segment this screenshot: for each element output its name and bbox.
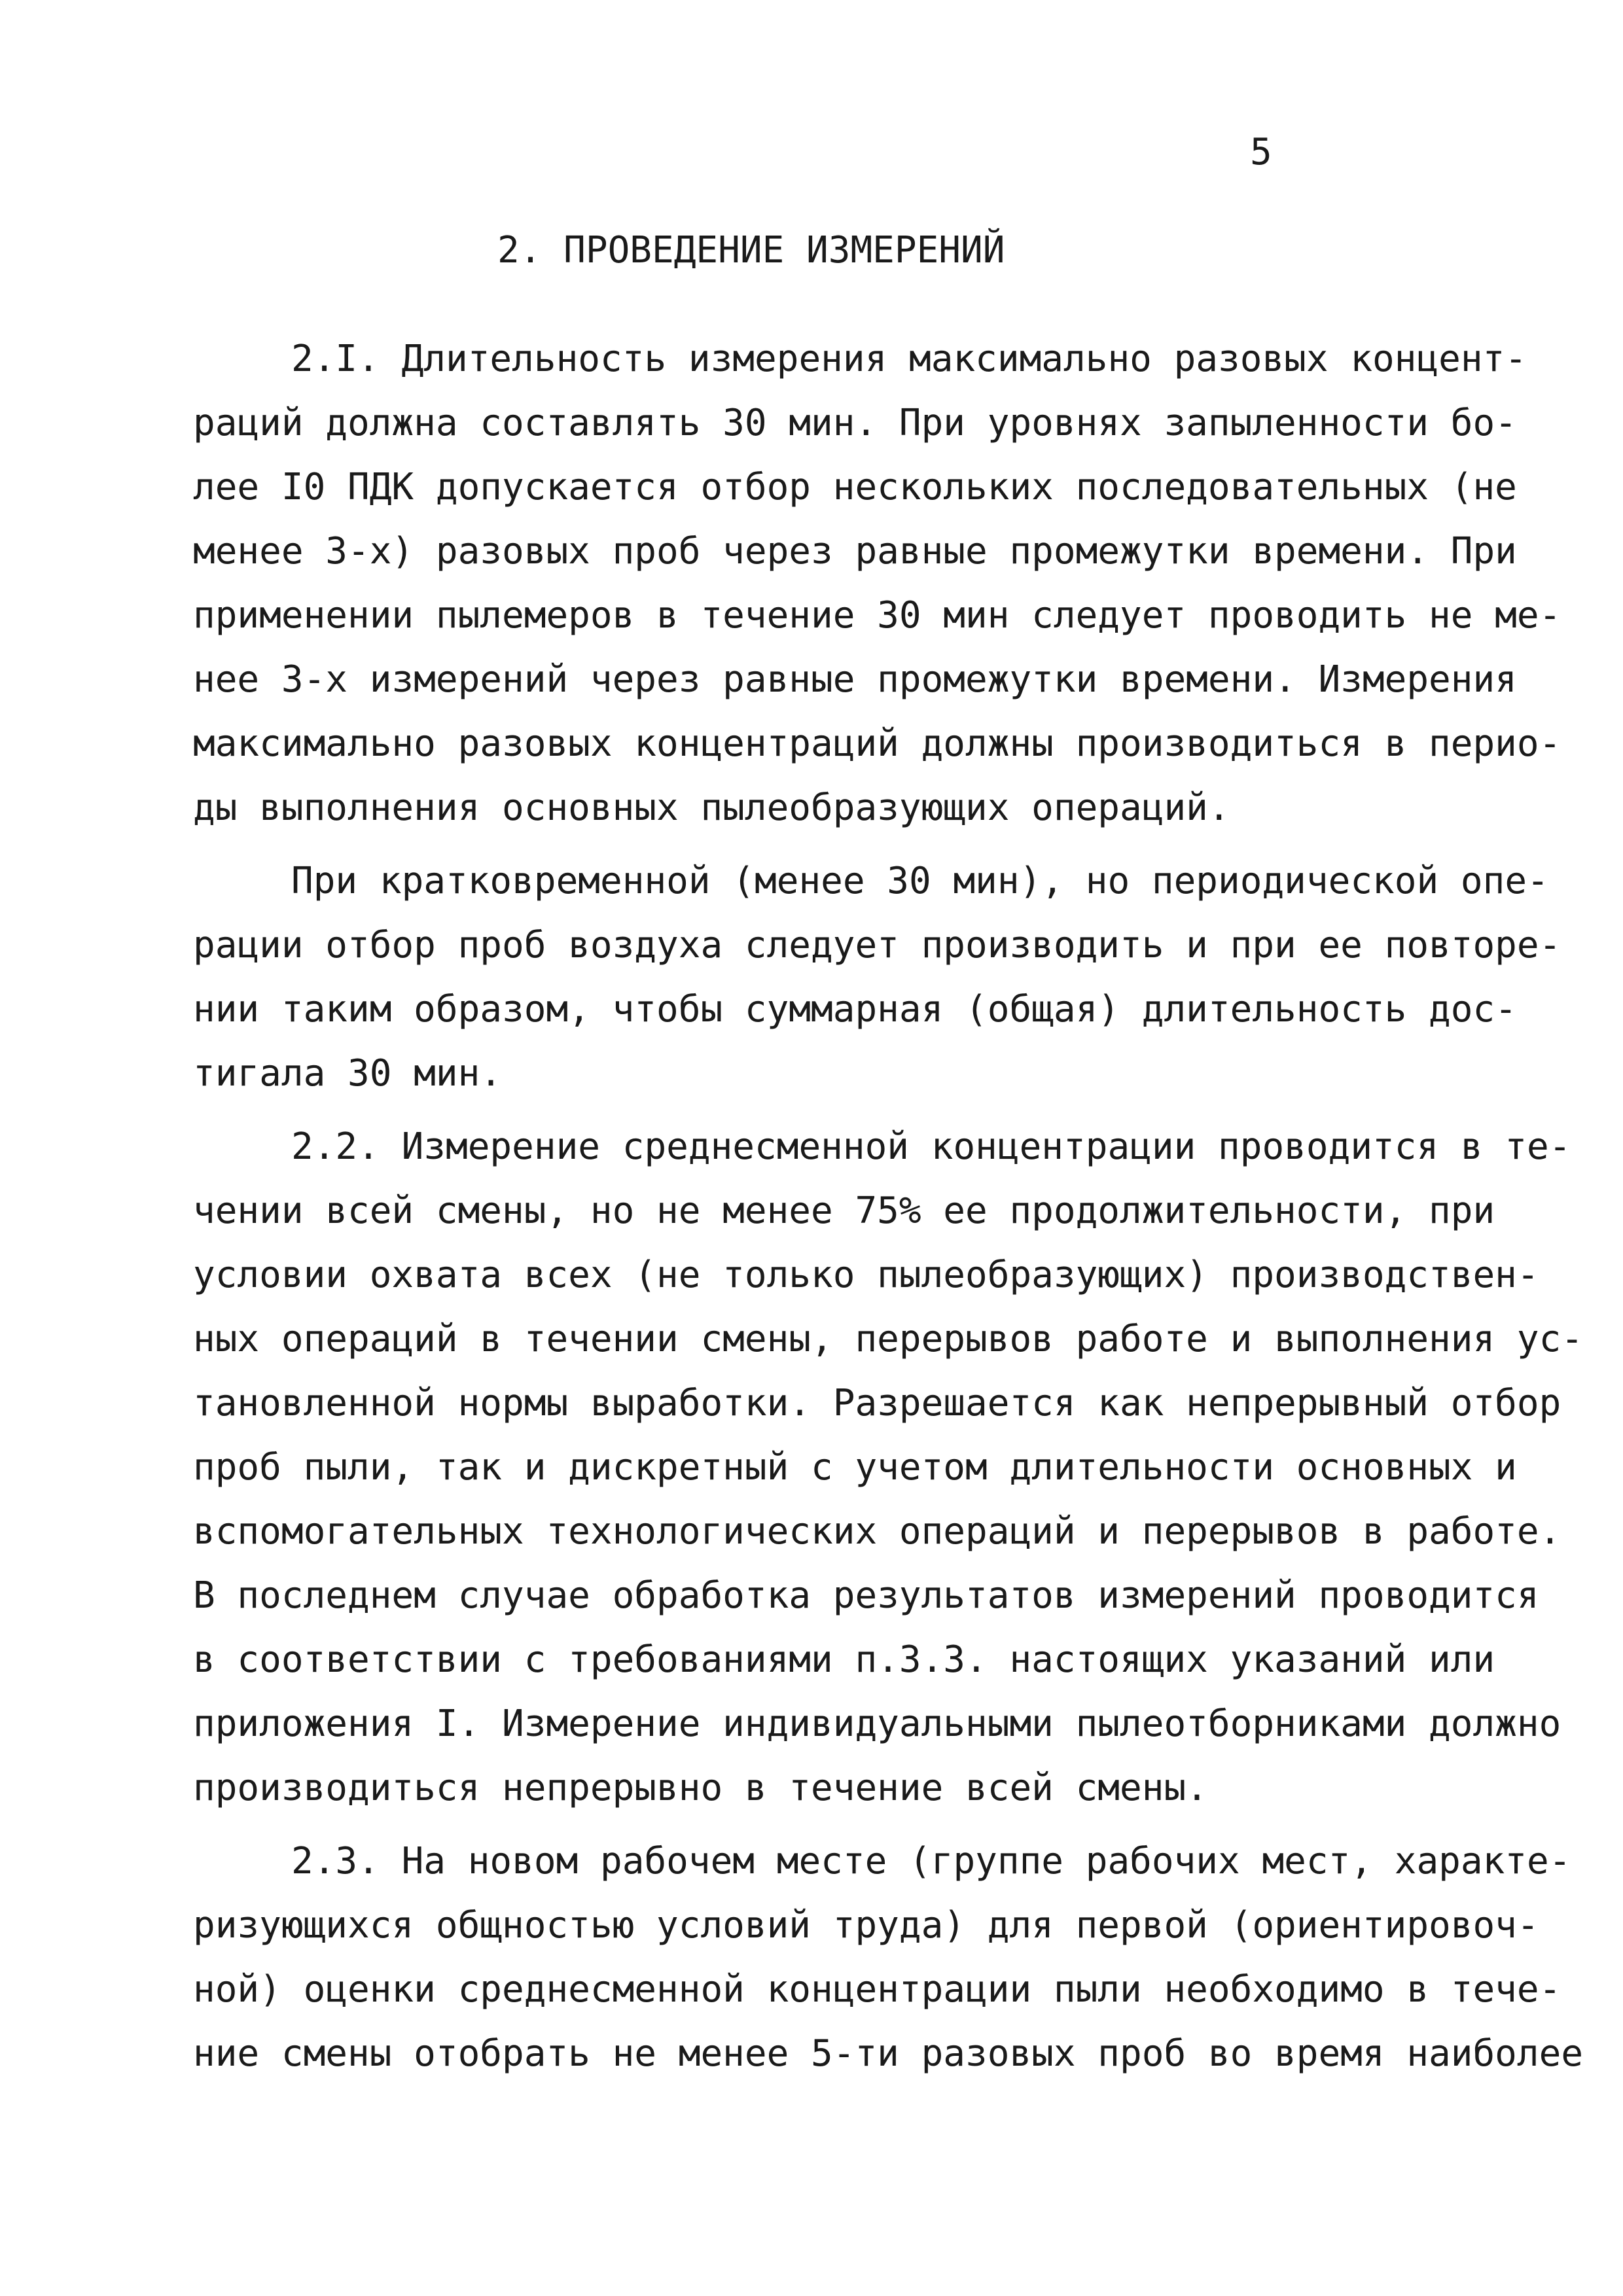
text-line: тановленной нормы выработки. Разрешается как непрерывный отбор (193, 1382, 1561, 1424)
text-line: ние смены отобрать не менее 5-ти разовых проб во время наиболее (193, 2032, 1584, 2075)
text-line: чении всей смены, но не менее 75% ее продолжительности, при (193, 1190, 1495, 1232)
text-line: раций должна составлять 30 мин. При уровнях запыленности бо- (193, 402, 1517, 444)
paragraph-2-1 (193, 327, 1561, 840)
text-line: максимально разовых концентраций должны производиться в перио- (193, 722, 1561, 765)
text-line: лее I0 ПДК допускается отбор нескольких последовательных (не (193, 466, 1517, 508)
text-line: ной) оценки среднесменной концентрации пыли необходимо в тече- (193, 1968, 1561, 2011)
text-line: в соответствии с требованиями п.3.3. настоящих указаний или (193, 1638, 1495, 1681)
text-line: При кратковременной (менее 30 мин), но периодической опе- (291, 860, 1549, 902)
text-line: условии охвата всех (не только пылеобразующих) производствен- (193, 1254, 1539, 1296)
text-line: В последнем случае обработка результатов измерений проводится (193, 1574, 1539, 1617)
text-line: 2.3. На новом рабочем месте (группе рабочих мест, характе- (291, 1840, 1571, 1882)
text-line: проб пыли, так и дискретный с учетом длительности основных и (193, 1446, 1517, 1489)
text-line: рации отбор проб воздуха следует производить и при ее повторе- (193, 924, 1561, 966)
text-line: применении пылемеров в течение 30 мин следует проводить не ме- (193, 594, 1561, 637)
text-line: приложения I. Измерение индивидуальными пылеотборниками должно (193, 1703, 1561, 1745)
section-heading: 2. ПРОВЕДЕНИЕ ИЗМЕРЕНИЙ (497, 229, 1005, 272)
paragraph-2-3 (193, 1829, 1584, 2086)
text-line: 2.2. Измерение среднесменной концентрации проводится в те- (291, 1125, 1571, 1168)
text-line: 2.I. Длительность измерения максимально разовых концент- (291, 338, 1527, 380)
text-line: тигала 30 мин. (193, 1052, 503, 1095)
text-line: производиться непрерывно в течение всей смены. (193, 1767, 1208, 1809)
page-number: 5 (1250, 131, 1272, 173)
text-line: нее 3-х измерений через равные промежутки времени. Измерения (193, 658, 1517, 701)
paragraph-short-operation (193, 849, 1561, 1106)
text-line: вспомогательных технологических операций и перерывов в работе. (193, 1510, 1561, 1553)
text-line: ды выполнения основных пылеобразующих операций. (193, 786, 1230, 829)
body-text (193, 327, 1584, 2086)
text-line: ных операций в течении смены, перерывов работе и выполнения ус- (193, 1318, 1584, 1360)
text-line: ризующихся общностью условий труда) для первой (ориентировоч- (193, 1904, 1539, 1947)
text-line: нии таким образом, чтобы суммарная (общая) длительность дос- (193, 988, 1517, 1031)
text-line: менее 3-х) разовых проб через равные промежутки времени. При (193, 530, 1517, 573)
paragraph-2-2 (193, 1115, 1584, 1820)
